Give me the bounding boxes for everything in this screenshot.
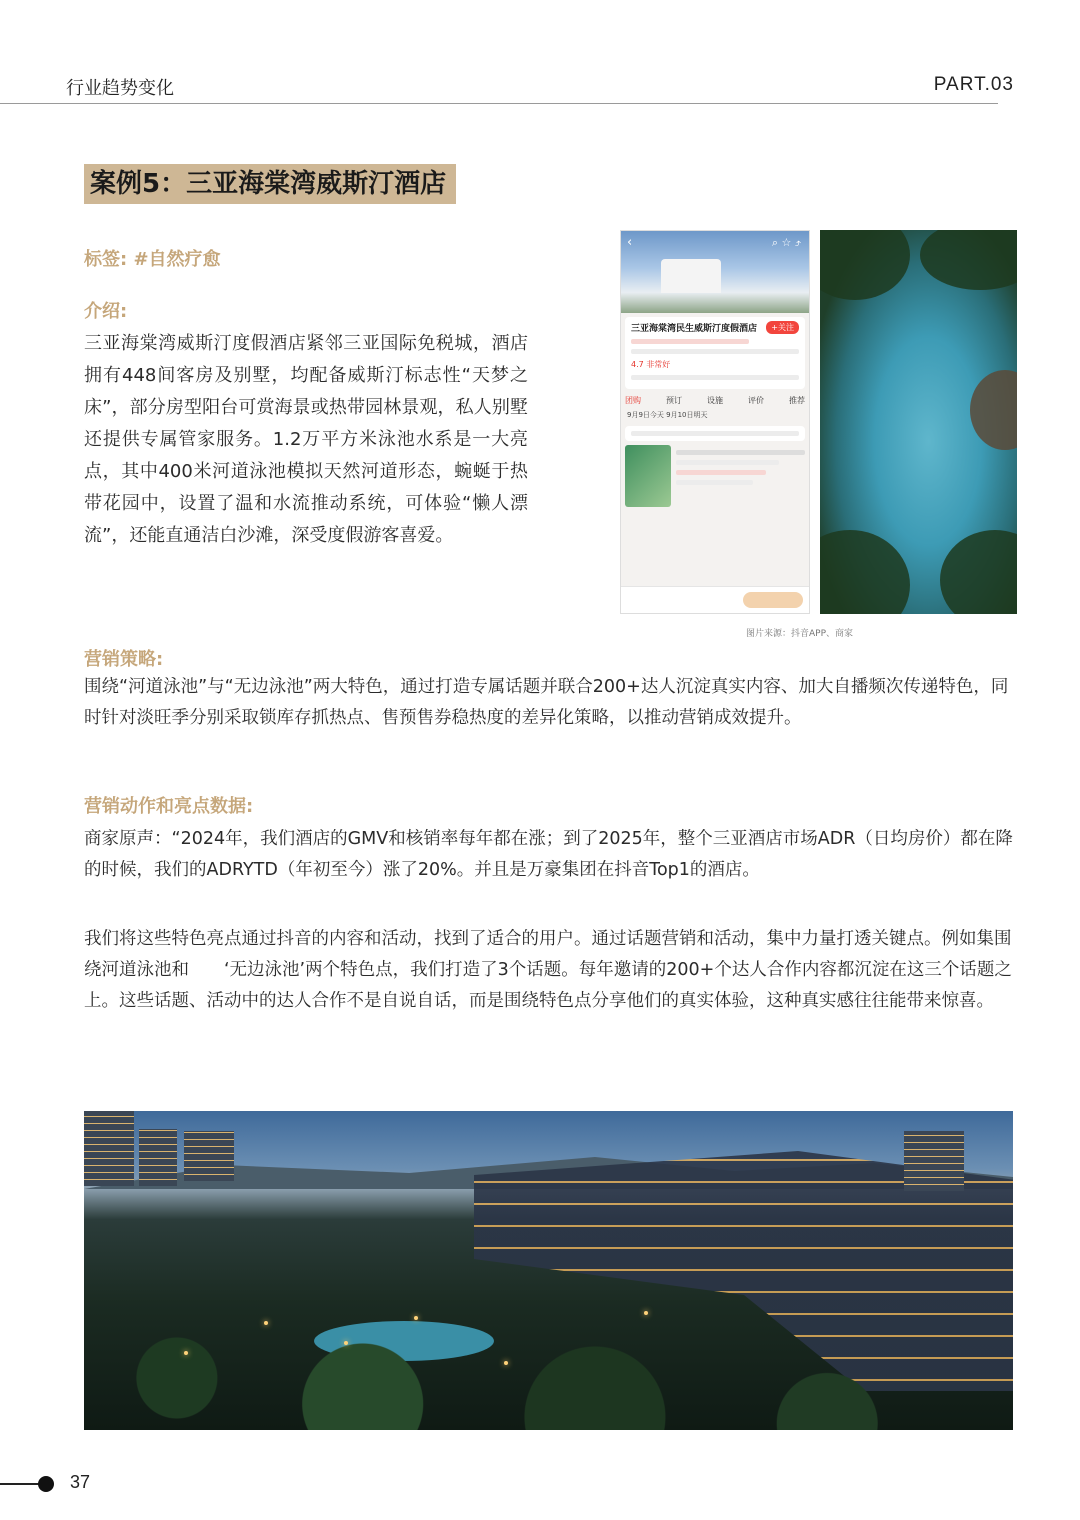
date-row: 9月9日今天 9月10日明天 [627,411,708,419]
follow-button: +关注 [766,321,799,334]
strategy-text: 围绕“河道泳池”与“无边泳池”两大特色，通过打造专属话题并联合200+达人沉淀真实内容、加大自播频次传递特色，同时针对淡旺季分别采取锁库存抓热点、售预售券稳热度的差异化策略，以推动营销成效提升。 [84,677,1009,728]
info-line [631,375,799,380]
part-label: PART.03 [933,74,1014,95]
douyin-app-screenshot [620,230,810,614]
section-title: 行业趋势变化 [66,78,174,99]
header-divider [0,103,998,104]
footer-dot [38,1476,54,1492]
deal-thumbnail [625,445,671,507]
hotel-info-card [625,317,805,389]
deal-item [625,445,805,507]
phone-tab: 预订 [666,396,682,405]
phone-bottom-bar [621,586,809,613]
back-icon: ‹ [627,235,633,250]
hotel-night-photo [84,1111,1013,1430]
actions-label: 营销动作和亮点数据: [84,796,254,817]
phone-tab: 评价 [748,396,764,405]
tag-label: 标签: #自然疗愈 [84,249,221,270]
strategy-label: 营销策略: [84,649,164,670]
hotel-building-shape [661,259,721,293]
intro-text: 三亚海棠湾威斯汀度假酒店紧邻三亚国际免税城，酒店拥有448间客房及别墅，均配备威斯汀标志性“天梦之床”，部分房型阳台可赏海景或热带园林景观，私人别墅还提供专属管家服务。1.2万平方米泳池水系是一大亮点，其中400米河道泳池模拟天然河道形态，蜿蜒于热带花园中，设置了温和水流推动系统，可体验“懒人漂流”，还能直通洁白沙滩，深受度假游客喜爱。 [84,333,528,546]
intro-label: 介绍: [84,301,128,322]
hotel-cover-image [621,231,809,313]
actions-paragraph: 我们将这些特色亮点通过抖音的内容和活动，找到了适合的用户。通过话题营销和活动，集中力量打透关键点。例如集围绕河道泳池和 ‘无边泳池’两个特色点，我们打造了3个话题。每年邀请的200+个达人合作内容都沉淀在这三个话题之上。这些话题、活动中的达人合作不是自说自话，而是围绕特色点分享他们的真实体验，这种真实感往往能带来惊喜。 [84,929,1012,1011]
rating: 4.7 非常好 [631,360,671,369]
merchant-quote: 商家原声：“2024年，我们酒店的GMV和核销率每年都在涨；到了2025年，整个三亚酒店市场ADR（日均房价）都在降的时候，我们的ADRYTD（年初至今）涨了20%。并且是万豪集团在抖音Top1的酒店。 [84,829,1013,880]
phone-tab: 团购 [625,396,641,405]
phone-tab: 设施 [707,396,723,405]
pool-photo [820,230,1017,614]
buy-button-shape [743,592,803,608]
footer-line [0,1483,42,1485]
image-caption: 图片来源：抖音APP、商家 [746,629,854,639]
phone-tab: 推荐 [789,396,805,405]
promo-line [631,339,749,344]
filter-row [625,426,805,441]
page-number: 37 [70,1472,91,1492]
share-icons: ⌕ ☆ ⤴ [771,236,801,249]
info-line [631,349,799,354]
case-title: 案例5：三亚海棠湾威斯汀酒店 [84,164,456,204]
hotel-name: 三亚海棠湾民生威斯汀度假酒店 [631,324,758,334]
phone-tabs [621,393,809,408]
